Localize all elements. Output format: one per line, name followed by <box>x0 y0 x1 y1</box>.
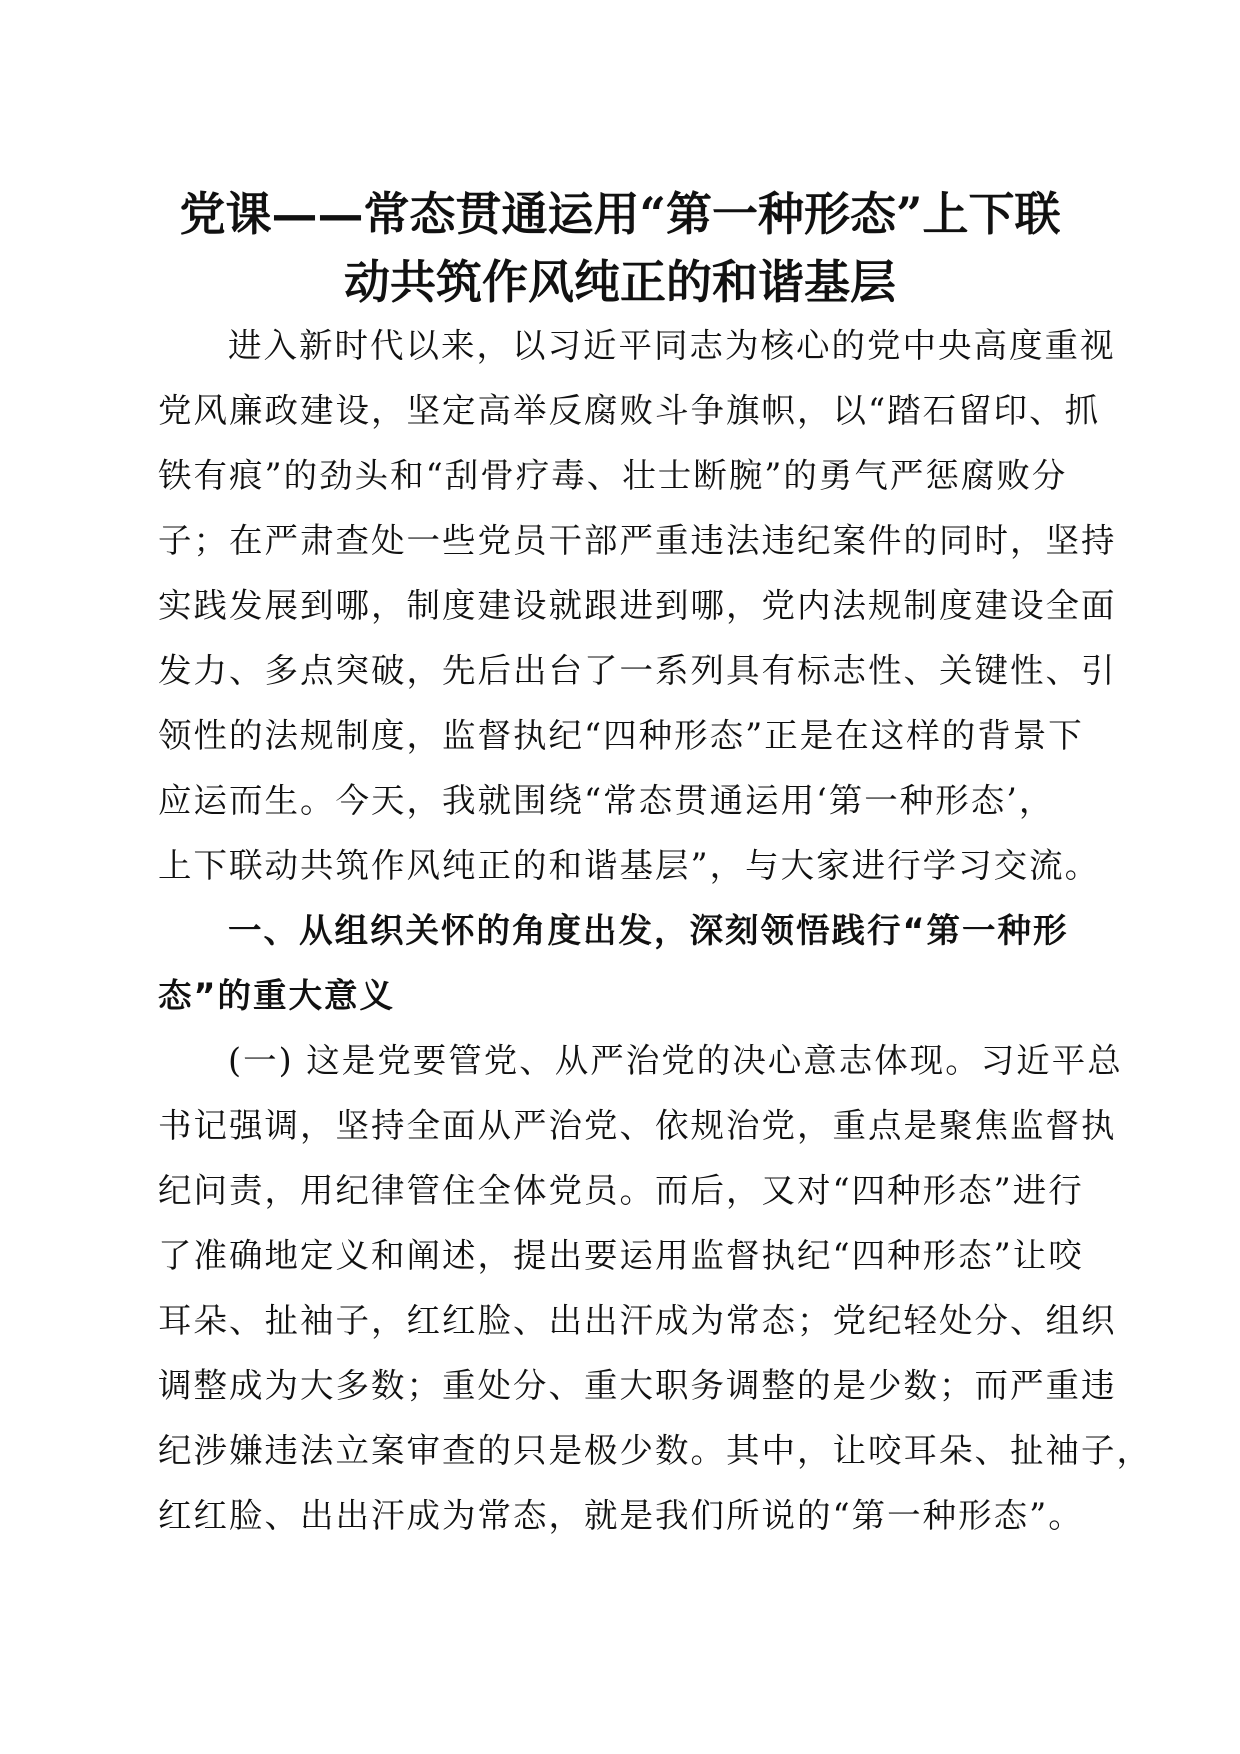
paragraph-line: 上下联动共筑作风纯正的和谐基层”，与大家进行学习交流。 <box>158 846 1101 885</box>
paragraph-section-1-1 <box>158 1028 1152 1548</box>
paragraph-line: 党风廉政建设，坚定高举反腐败斗争旗帜，以“踏石留印、抓 <box>158 391 1101 430</box>
document-title <box>130 180 1110 316</box>
paragraph-line: 子；在严肃查处一些党员干部严重违法违纪案件的同时，坚持 <box>158 521 1117 560</box>
paragraph-line: 纪涉嫌违法立案审查的只是极少数。其中，让咬耳朵、扯袖子， <box>158 1431 1152 1470</box>
title-line-2: 动共筑作风纯正的和谐基层 <box>344 255 896 309</box>
heading-line: 一、从组织关怀的角度出发，深刻领悟践行“第一种形 <box>228 911 1069 950</box>
paragraph-intro <box>158 313 1117 898</box>
paragraph-line: 调整成为大多数；重处分、重大职务调整的是少数；而严重违 <box>158 1366 1117 1405</box>
paragraph-line: 铁有痕”的劲头和“刮骨疗毒、壮士断腕”的勇气严惩腐败分 <box>158 456 1068 495</box>
paragraph-line: 应运而生。今天，我就围绕“常态贯通运用‘第一种形态’， <box>158 781 1055 820</box>
paragraph-line: 实践发展到哪，制度建设就跟进到哪，党内法规制度建设全面 <box>158 586 1117 625</box>
paragraph-line: 发力、多点突破，先后出台了一系列具有标志性、关键性、引 <box>158 651 1117 690</box>
paragraph-line: 领性的法规制度，监督执纪“四种形态”正是在这样的背景下 <box>158 716 1084 755</box>
heading-line: 态”的重大意义 <box>158 976 396 1015</box>
paragraph-line: 了准确地定义和阐述，提出要运用监督执纪“四种形态”让咬 <box>158 1236 1084 1275</box>
document-body <box>158 313 1152 1548</box>
paragraph-line: 红红脸、出出汗成为常态，就是我们所说的“第一种形态”。 <box>158 1496 1084 1535</box>
paragraph-line: 耳朵、扯袖子，红红脸、出出汗成为常态；党纪轻处分、组织 <box>158 1301 1117 1340</box>
section-heading-1 <box>158 898 1088 1028</box>
title-line-1: 党课——常态贯通运用“第一种形态”上下联 <box>179 187 1061 241</box>
paragraph-line: 进入新时代以来，以习近平同志为核心的党中央高度重视 <box>228 326 1116 365</box>
paragraph-line: 书记强调，坚持全面从严治党、依规治党，重点是聚焦监督执 <box>158 1106 1117 1145</box>
paragraph-line: (一) 这是党要管党、从严治党的决心意志体现。习近平总 <box>228 1041 1123 1080</box>
paragraph-line: 纪问责，用纪律管住全体党员。而后，又对“四种形态”进行 <box>158 1171 1084 1210</box>
